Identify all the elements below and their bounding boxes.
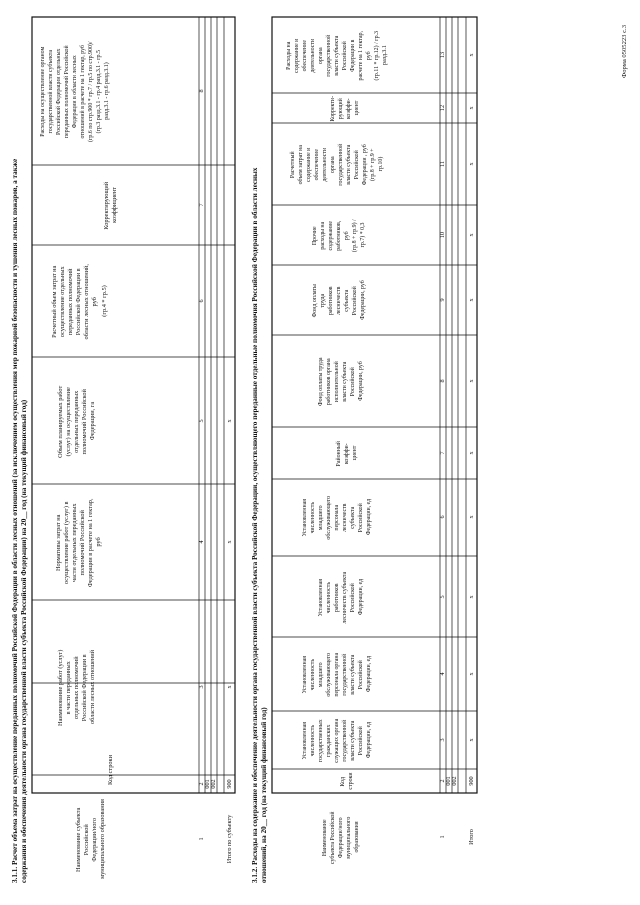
s2-colnum: 4 bbox=[439, 672, 446, 676]
s1-colnum: 4 bbox=[198, 540, 205, 544]
s2-colnum: 6 bbox=[439, 515, 446, 519]
s2-header-subject-name: Наименование субъекта Российской Федерации/ного муниципального образования bbox=[322, 811, 360, 864]
s1-header-row-code: Код строки bbox=[107, 755, 114, 785]
s2-header-estimated-cost: Расчетный объем затрат на содержание и обеспечение деятельности органа государственной власти субъекта Российской Федерации , руб (гр.8 + гр.9 + гр.10) bbox=[290, 143, 384, 186]
s2-header-payroll-forestry: Фонд оплаты труда работников лесничеств субъекта Российской Федерации, руб bbox=[312, 280, 366, 320]
s2-colnum: 10 bbox=[439, 231, 446, 239]
s1-header-works: Наименование работ (услуг) в части переданных отдельных полномочий Российской Федерации в области лесных отношений bbox=[57, 649, 96, 726]
s1-colnum: 2 bbox=[198, 782, 205, 786]
s1-row-code: 002 bbox=[210, 779, 217, 789]
s1-colnum: 1 bbox=[198, 837, 205, 841]
s1-colnum: 6 bbox=[198, 299, 205, 303]
s1-header-expenses-per-ha: Расходы на осуществление органом государственной власти субъекта Российской Федерации отдельных переданных полномочий Российской Федерации в области лесных отношений в расчете на 1 гектар, руб (гр.6 по стр.900 * гр.7 / гр.5 по стр.900)/ (гр.3 разд.3.1 - гр.4 разд.3.1 - гр.5 разд.3.1 - гр.6 разд.3.1) bbox=[40, 41, 110, 142]
s2-total-cell: x bbox=[468, 53, 475, 57]
s2-header-other-expenses: Прочие расходы на содержание работников, руб (гр.8 + гр.9) / гр.7) * 0,3 bbox=[312, 219, 366, 253]
section2-title-line2: отношений, на 20__ год (на текущий финансовый год) bbox=[260, 707, 268, 883]
s1-header-cost-norms: Нормативы затрат на осуществление работ (услуг) в части отдельных переданных полномочий Российской Федерации в расчете на 1 гектар, руб bbox=[55, 498, 102, 588]
form-label: Форма 0505223 с.3 bbox=[621, 25, 628, 79]
s1-header-correction-coef: Корректирующий коэффициент bbox=[103, 181, 118, 230]
s2-header-correction-coef: Корректи- рующий коэффи- циент bbox=[330, 95, 360, 122]
s2-header-expenses-per-ha: Расходы на содержание и обеспечение деятельности органа государственной власти субъекта Российской Федерации в расчете на 1 гектар, руб (гр.11 * гр.12) / гр.3 разд.3.1 bbox=[286, 31, 388, 81]
s2-colnum: 5 bbox=[439, 595, 446, 599]
s2-header-junior-staff-forestry: Установленная численность младшего обслуживающего персонала лесничеств субъекта Российской Федерации, ед bbox=[302, 495, 372, 540]
s1-total-label: Итого по субъекту bbox=[226, 814, 233, 864]
s2-colnum: 3 bbox=[439, 738, 446, 742]
section2-title-line1: 3.1.2. Расходы на содержание и обеспечение деятельности органа государственной власти субъекта Российской Федерации, осуществляющего переданные отдельные полномочия Российской Федерации в области лесных bbox=[251, 167, 259, 883]
s1-row-code: 001 bbox=[204, 779, 211, 789]
s2-colnum: 8 bbox=[439, 379, 446, 383]
s2-total-cell: x bbox=[468, 515, 475, 519]
s2-colnum: 2 bbox=[439, 779, 446, 783]
s2-row-code: 002 bbox=[451, 776, 458, 786]
s2-colnum: 12 bbox=[439, 104, 446, 112]
s2-colnum: 11 bbox=[439, 161, 446, 167]
s2-colnum: 9 bbox=[439, 298, 446, 302]
s2-total-cell: x bbox=[468, 298, 475, 302]
s2-total-row bbox=[468, 53, 475, 742]
s1-total-cell: x bbox=[226, 419, 233, 423]
s1-colnum: 3 bbox=[198, 685, 205, 689]
s1-colnum: 7 bbox=[198, 203, 205, 207]
section1-title-line2: содержания и обеспечения деятельности органа государственной власти субъекта Российской Федерации) на 20__ год (на текущий финансовый год) bbox=[20, 399, 28, 883]
s1-header-planned-volume: Объем планируемых работ (услуг) на осуществление отдельных переданных полномочий Российской Федерации, га bbox=[57, 385, 96, 458]
s2-total-cell: x bbox=[468, 738, 475, 742]
section1-title-line1: 3.1.1. Расчет объема затрат на осуществление переданных полномочий Российской Федерации в области лесных отношений (за исключением осуществления мер пожарной безопасности и тушения лесных пожаров, а также bbox=[11, 158, 19, 883]
s2-colnum: 13 bbox=[439, 51, 446, 59]
s2-total-label: Итого bbox=[468, 829, 475, 845]
s2-total-cell: x bbox=[468, 451, 475, 455]
s1-colnum: 5 bbox=[198, 419, 205, 423]
s2-header-junior-staff-organ: Установленная численность младшего обслуживающего персонала органа государственной власти субъекта Российской Федерации, ед bbox=[302, 652, 372, 697]
s1-header-subject-name: Наименование субъекта Российской Федерации/ного муниципального образования bbox=[75, 799, 106, 879]
s1-colnum: 8 bbox=[198, 89, 205, 93]
s2-header-payroll-organ: Фонд оплаты труда работников органа исполнительной власти субъекта Российской Федерации, руб bbox=[318, 357, 364, 406]
s2-colnum: 1 bbox=[439, 835, 446, 839]
s2-header-civil-servants: Установленная численность государственных гражданских служащих органа государственной власти субъекта Российской Федерации, ед bbox=[302, 718, 372, 763]
s2-total-cell: x bbox=[468, 595, 475, 599]
s2-total-cell: x bbox=[468, 106, 475, 110]
s2-row-code: 001 bbox=[445, 776, 452, 786]
s1-total-code: 900 bbox=[226, 779, 233, 789]
s2-total-cell: x bbox=[468, 162, 475, 166]
s2-total-code: 900 bbox=[468, 776, 475, 786]
s2-header-regional-coef: Районный коэффи- циент bbox=[336, 441, 358, 467]
s2-total-cell: x bbox=[468, 233, 475, 237]
s1-total-cell: x bbox=[226, 685, 233, 689]
s1-total-cell: x bbox=[226, 540, 233, 544]
s2-header-forestry-workers: Установленная численность работников лесничеств субъекта Российской Федерации, ед bbox=[318, 571, 364, 624]
s2-header-row-code: Код строки bbox=[340, 772, 354, 790]
s2-colnum: 7 bbox=[439, 451, 446, 455]
s2-total-cell: x bbox=[468, 672, 475, 676]
s1-header-estimated-cost: Расчетный объем затрат на осуществление отдельных переданных полномочий Российской Федерации в области лесных отношений, руб (гр.4 * гр.5) bbox=[51, 264, 108, 340]
s2-total-cell: x bbox=[468, 379, 475, 383]
